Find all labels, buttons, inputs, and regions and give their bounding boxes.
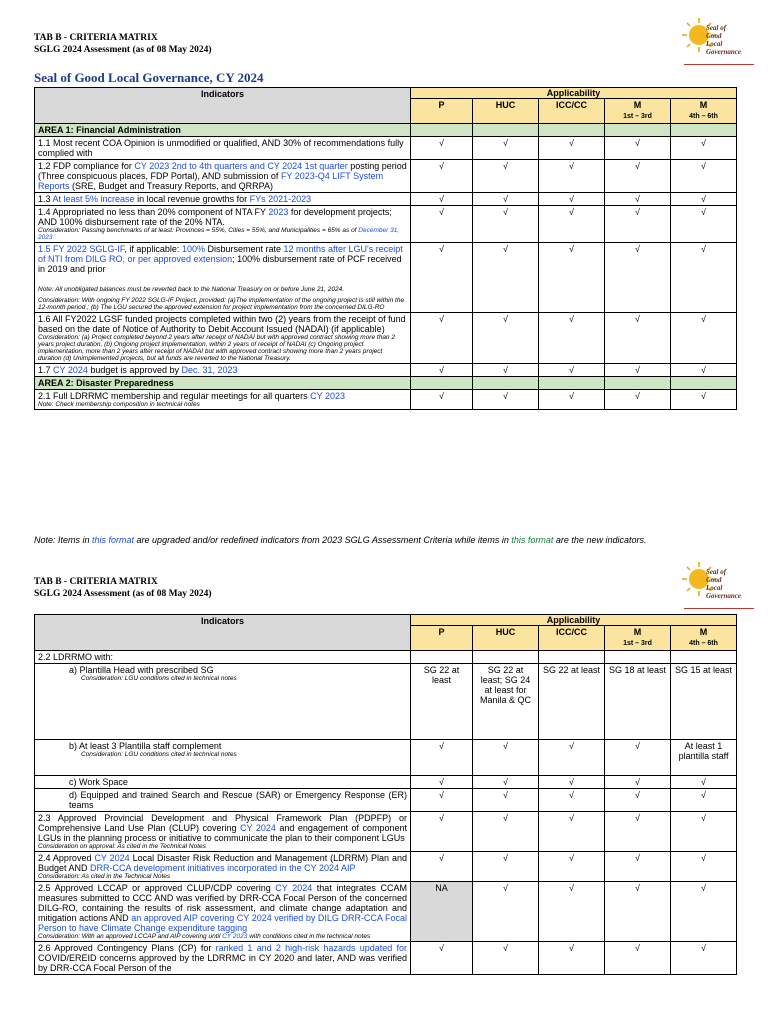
indicator-2-6: 2.6 Approved Contingency Plans (CP) for ranked 1 and 2 high-risk hazards updated for COVID/EREID concerns approved by the LDRRMC in CY 2020 and later, AND was verified by DRR-CCA Focal Person of the — [35, 942, 411, 975]
logo-text: Seal of Good Local Governance — [706, 24, 741, 56]
table-row: a) Plantilla Head with prescribed SG Consideration: LGU conditions cited in technical notes SG 22 at least SG 22 at least; SG 24 at least for Manila & QC SG 22 at least SG 18 at least SG 15 at least — [35, 664, 737, 740]
col-m1: M 1st – 3rd — [605, 99, 671, 124]
indicator-1-1: 1.1 Most recent COA Opinion is unmodified or qualified, AND 30% of recommendations fully complied with — [35, 137, 411, 160]
table-row: b) At least 3 Plantilla staff complement Consideration: LGU conditions cited in technical notes √ √ √ √ At least 1 plantilla staff — [35, 740, 737, 776]
col-huc: HUC — [473, 99, 539, 124]
indicator-1-5: 1.5 FY 2022 SGLG-IF, if applicable: 100% Disbursement rate 12 months after LGU's receipt of NTI from DILG RO, or per approved extension; 100% disbursement rate of PCF received in 2019 and prior Note: All unobligated balances must be reverted back to the National Treasury on or before June 21, 2024. Consideration: With ongoing FY 2022 SGLG-IF Project, provided: (a)The implementation of the ongoing project is still within the 12-month period ; (b) The LGU secured the approved extension for project implementation from the concerned DILG-RO — [35, 243, 411, 313]
col-p: P — [411, 99, 473, 124]
indicator-2-2-a: a) Plantilla Head with prescribed SG Consideration: LGU conditions cited in technical notes — [35, 664, 411, 740]
indicators-header: Indicators — [35, 88, 411, 124]
area-row — [35, 124, 737, 137]
area1-label: AREA 1: Financial Administration — [35, 124, 411, 137]
sglg-logo-page2: Seal of Good Local Governance — [682, 562, 756, 616]
table-row: 1.3 At least 5% increase in local revenue growths for FYs 2021-2023 √ √ √ √ √ — [35, 193, 737, 206]
table-row: 1.5 FY 2022 SGLG-IF, if applicable: 100% Disbursement rate 12 months after LGU's receipt of NTI from DILG RO, or per approved extension; 100% disbursement rate of PCF received in 2019 and prior Note: All unobligated balances must be reverted back to the National Treasury on or before June 21, 2024. Consideration: With ongoing FY 2022 SGLG-IF Project, provided: (a)The implementation of the ongoing project is still within the 12-month period ; (b) The LGU secured the approved extension for project implementation from the concerned DILG-RO √ √ √ √ √ — [35, 243, 737, 313]
table-row: 1.6 All FY2022 LGSF funded projects completed within two (2) years from the receipt of fund based on the date of Notice of Authority to Debit Account Issued (NADAI) (if applicable) Consideration: (a) Project completed beyond 2 years after receipt of NADAI but with approved contract showing more than 2 years project duration, (b) Ongoing project implementation, within 2 years of receipt of NADAI (c) Ongoing project implementation, more than 2 years after receipt of NADAI but with approved contract showing more than 2 years project duration (d) Unimplemented projects, but all funds are reverted to the National Treasury. √ √ √ √ √ — [35, 313, 737, 364]
format-note: Note: Items in this format are upgraded and/or redefined indicators from 2023 SGLG Assessment Criteria while items in this format are the new indicators. — [34, 535, 647, 545]
indicator-1-3: 1.3 At least 5% increase in local revenue growths for FYs 2021-2023 — [35, 193, 411, 206]
indicator-2-2-d: d) Equipped and trained Search and Rescue (SAR) or Emergency Response (ER) teams — [35, 789, 411, 812]
criteria-table-page2: Indicators Applicability P HUC ICC/CC M 1st – 3rd M 4th – 6th 2.2 LDRRMO with: a) Plantilla Head with prescribed SG Consideration: LGU conditions cited in technical notes SG 22 at least SG 22 at least; SG 24 at least for Manila & QC SG 22 at least SG 18 at least SG 15 at least b) At least 3 Plantilla staff complement Consideration: LGU conditions cited in technical notes √ √ √ √ At least 1 plantilla staff c) Work Space √ √ √ √ √ d) Equipped and trained Search and Rescue (SAR) or Emergency Response (ER) teams √ √ √ √ √ 2.3 Approved Provincial Development and Physical Framework Plan (PDPFP) or Comprehensive Land Use Plan (CLUP) covering CY 2024 and engagement of component LGUs in the planning process or initiative to communicate the plan to their component LGUs Consideration on approval: As cited in the Technical Notes √ √ √ √ √ 2.4 Approved CY 2024 Local Disaster Risk Reduction and Management (LDRRM) Plan and Budget AND DRR-CCA development initiatives incorporated in the CY 2024 AIP Consideration: As cited in the Technical Notes √ √ √ √ √ 2.5 Approved LCCAP or approved CLUP/CDP covering CY 2024 that integrates CCAM measures submitted to CCC AND was verified by DRR-CCA Focal Person of the concerned DILG-RO, containing the results of risk assessment, and climate change adaptation and mitigation actions AND an approved AIP covering CY 2024 verified by DILG DRR-CCA Focal Person to have Climate Change expenditure tagging Consideration: With an approved LCCAP and AIP covering until CY 2023 with conditions cited in the technical notes NA √ √ √ √ 2.6 Approved Contingency Plans (CP) for ranked 1 and 2 high-risk hazards updated for COVID/EREID concerns approved by the LDRRMC in CY 2020 and later, AND was verified by DRR-CCA Focal Person of the √ √ √ √ √ — [34, 614, 737, 975]
table-row: c) Work Space √ √ √ √ √ — [35, 776, 737, 789]
page1-header — [34, 33, 212, 56]
page-title: Seal of Good Local Governance, CY 2024 — [34, 70, 264, 85]
table-row: 1.1 Most recent COA Opinion is unmodified or qualified, AND 30% of recommendations fully complied with √ √ √ √ √ — [35, 137, 737, 160]
sglg-logo — [682, 18, 756, 72]
table-row: d) Equipped and trained Search and Rescue (SAR) or Emergency Response (ER) teams √ √ √ √ √ — [35, 789, 737, 812]
table-row: 2.6 Approved Contingency Plans (CP) for ranked 1 and 2 high-risk hazards updated for COVID/EREID concerns approved by the LDRRMC in CY 2020 and later, AND was verified by DRR-CCA Focal Person of the √ √ √ √ √ — [35, 942, 737, 975]
col-icc: ICC/CC — [539, 99, 605, 124]
indicator-1-6: 1.6 All FY2022 LGSF funded projects completed within two (2) years from the receipt of fund based on the date of Notice of Authority to Debit Account Issued (NADAI) (if applicable) Consideration: (a) Project completed beyond 2 years after receipt of NADAI but with approved contract showing more than 2 years project duration, (b) Ongoing project implementation, within 2 years of receipt of NADAI (c) Ongoing project implementation, more than 2 years after receipt of NADAI but with approved contract showing more than 2 years project duration (d) Unimplemented projects, but all funds are reverted to the National Treasury. — [35, 313, 411, 364]
indicator-2-5: 2.5 Approved LCCAP or approved CLUP/CDP covering CY 2024 that integrates CCAM measures submitted to CCC AND was verified by DRR-CCA Focal Person of the concerned DILG-RO, containing the results of risk assessment, and climate change adaptation and mitigation actions AND an approved AIP covering CY 2024 verified by DILG DRR-CCA Focal Person to have Climate Change expenditure tagging Consideration: With an approved LCCAP and AIP covering until CY 2023 with conditions cited in the technical notes — [35, 882, 411, 942]
area2-label: AREA 2: Disaster Preparedness — [35, 377, 411, 390]
indicator-2-4: 2.4 Approved CY 2024 Local Disaster Risk Reduction and Management (LDRRM) Plan and Budget AND DRR-CCA development initiatives incorporated in the CY 2024 AIP Consideration: As cited in the Technical Notes — [35, 852, 411, 882]
indicator-2-1: 2.1 Full LDRRMC membership and regular meetings for all quarters CY 2023 Note: Check membership composition in technical notes — [35, 390, 411, 410]
indicator-1-4: 1.4 Appropriated no less than 20% component of NTA FY 2023 for development projects; AND 100% disbursement rate of the 20% NTA. Consideration: Passing benchmarks of at least: Provinces = 55%, Cities = 55%, and Municipalities = 65% as of December 31, 2023 — [35, 206, 411, 243]
table-row: 2.3 Approved Provincial Development and Physical Framework Plan (PDPFP) or Comprehensive Land Use Plan (CLUP) covering CY 2024 and engagement of component LGUs in the planning process or initiative to communicate the plan to their component LGUs Consideration on approval: As cited in the Technical Notes √ √ √ √ √ — [35, 812, 737, 852]
indicator-1-7: 1.7 CY 2024 budget is approved by Dec. 31, 2023 — [35, 364, 411, 377]
na-cell: NA — [411, 882, 473, 942]
table-row: 1.4 Appropriated no less than 20% component of NTA FY 2023 for development projects; AND 100% disbursement rate of the 20% NTA. Consideration: Passing benchmarks of at least: Provinces = 55%, Cities = 55%, and Municipalities = 65% as of December 31, 2023 √ √ √ √ √ — [35, 206, 737, 243]
tab-label: TAB B - CRITERIA MATRIX — [34, 33, 158, 43]
applicability-header: Applicability — [411, 88, 737, 99]
indicator-1-2: 1.2 FDP compliance for CY 2023 2nd to 4th quarters and CY 2024 1st quarter posting period (Three conspicuous places, FDP Portal), AND submission of FY 2023-Q4 LIFT System Reports (SRE, Budget and Treasury Reports, and QRRPA) — [35, 160, 411, 193]
table-row: 2.1 Full LDRRMC membership and regular meetings for all quarters CY 2023 Note: Check membership composition in technical notes √ √ √ √ √ — [35, 390, 737, 410]
indicator-2-3: 2.3 Approved Provincial Development and Physical Framework Plan (PDPFP) or Comprehensive Land Use Plan (CLUP) covering CY 2024 and engagement of component LGUs in the planning process or initiative to communicate the plan to their component LGUs Consideration on approval: As cited in the Technical Notes — [35, 812, 411, 852]
page2-header: TAB B - CRITERIA MATRIX SGLG 2024 Assessment (as of 08 May 2024) — [34, 577, 212, 599]
table-row: 1.7 CY 2024 budget is approved by Dec. 31, 2023 √ √ √ √ √ — [35, 364, 737, 377]
table-header-row — [35, 88, 737, 99]
indicator-2-2-b: b) At least 3 Plantilla staff complement Consideration: LGU conditions cited in technical notes — [35, 740, 411, 776]
col-m2: M 4th – 6th — [671, 99, 737, 124]
assessment-date: SGLG 2024 Assessment (as of 08 May 2024) — [34, 44, 212, 55]
table-row — [35, 651, 737, 664]
indicator-2-2: 2.2 LDRRMO with: — [35, 651, 411, 664]
table-row: 2.5 Approved LCCAP or approved CLUP/CDP covering CY 2024 that integrates CCAM measures submitted to CCC AND was verified by DRR-CCA Focal Person of the concerned DILG-RO, containing the results of risk assessment, and climate change adaptation and mitigation actions AND an approved AIP covering CY 2024 verified by DILG DRR-CCA Focal Person to have Climate Change expenditure tagging Consideration: With an approved LCCAP and AIP covering until CY 2023 with conditions cited in the technical notes NA √ √ √ √ — [35, 882, 737, 942]
table-row: 2.4 Approved CY 2024 Local Disaster Risk Reduction and Management (LDRRM) Plan and Budget AND DRR-CCA development initiatives incorporated in the CY 2024 AIP Consideration: As cited in the Technical Notes √ √ √ √ √ — [35, 852, 737, 882]
criteria-table-page1 — [34, 87, 737, 410]
indicator-2-2-c: c) Work Space — [35, 776, 411, 789]
area-row — [35, 377, 737, 390]
table-row: 1.2 FDP compliance for CY 2023 2nd to 4th quarters and CY 2024 1st quarter posting period (Three conspicuous places, FDP Portal), AND submission of FY 2023-Q4 LIFT System Reports (SRE, Budget and Treasury Reports, and QRRPA) √ √ √ √ √ — [35, 160, 737, 193]
